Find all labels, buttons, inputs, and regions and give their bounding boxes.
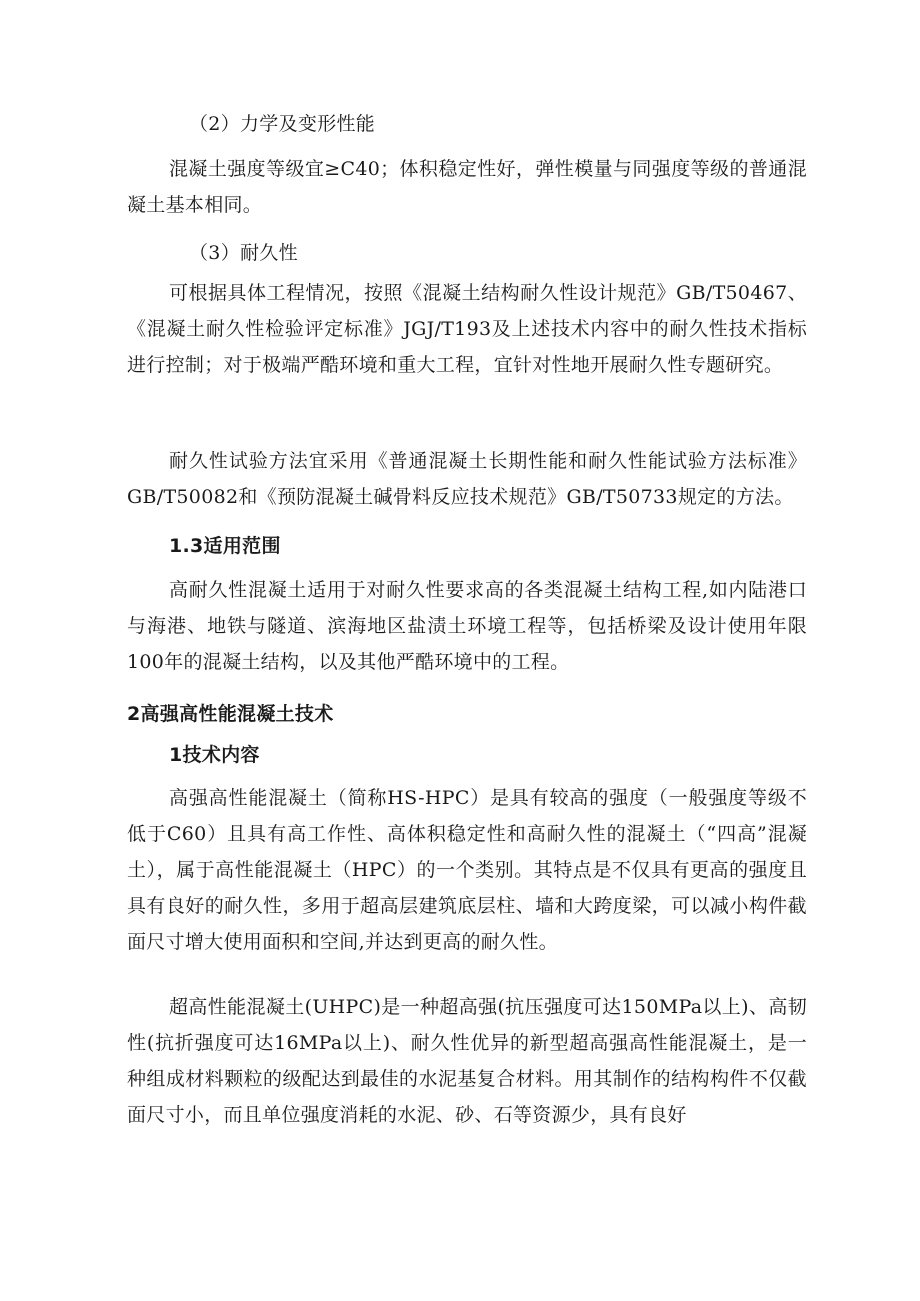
paragraph-test-methods: 耐久性试验方法宜采用《普通混凝土长期性能和耐久性能试验方法标准》GB/T50082和《预防混凝土碱骨料反应技术规范》GB/T50733规定的方法。 — [127, 450, 807, 508]
paragraph-uhpc: 超高性能混凝土(UHPC)是一种超高强(抗压强度可达150MPa以上)、高韧性(抗折强度可达16MPa以上)、耐久性优异的新型超高强高性能混凝土，是一种组成材料颗粒的级配达到最佳的水泥基复合材料。用其制作的结构构件不仅截面尺寸小，而且单位强度消耗的水泥、砂、石等资源少，具有良好 — [127, 996, 807, 1126]
heading-scope: 1.3适用范围 — [169, 535, 281, 557]
paragraph-strength: 混凝土强度等级宜≥C40；体积稳定性好，弹性模量与同强度等级的普通混凝土基本相同。 — [127, 158, 807, 216]
paragraph-durability-control: 可根据具体工程情况，按照《混凝土结构耐久性设计规范》GB/T50467、《混凝土耐久性检验评定标准》JGJ/T193及上述技术内容中的耐久性技术指标进行控制；对于极端严酷环境和重大工程，宜针对性地开展耐久性专题研究。 — [127, 282, 807, 376]
paragraph-hs-hpc: 高强高性能混凝土（简称HS-HPC）是具有较高的强度（一般强度等级不低于C60）且具有高工作性、高体积稳定性和高耐久性的混凝土（“四高”混凝土），属于高性能混凝土（HPC）的一个类别。其特点是不仅具有更高的强度且具有良好的耐久性，多用于超高层建筑底层柱、墙和大跨度梁，可以减小构件截面尺寸增大使用面积和空间,并达到更高的耐久性。 — [127, 787, 807, 953]
subheading-durability: （3）耐久性 — [189, 242, 298, 264]
paragraph-scope: 高耐久性混凝土适用于对耐久性要求高的各类混凝土结构工程,如内陆港口与海港、地铁与隧道、滨海地区盐渍土环境工程等，包括桥梁及设计使用年限100年的混凝土结构，以及其他严酷环境中的工程。 — [127, 579, 807, 673]
heading-section-2: 2高强高性能混凝土技术 — [127, 703, 334, 725]
heading-tech-content: 1技术内容 — [169, 744, 260, 766]
subheading-mechanical: （2）力学及变形性能 — [189, 113, 376, 135]
